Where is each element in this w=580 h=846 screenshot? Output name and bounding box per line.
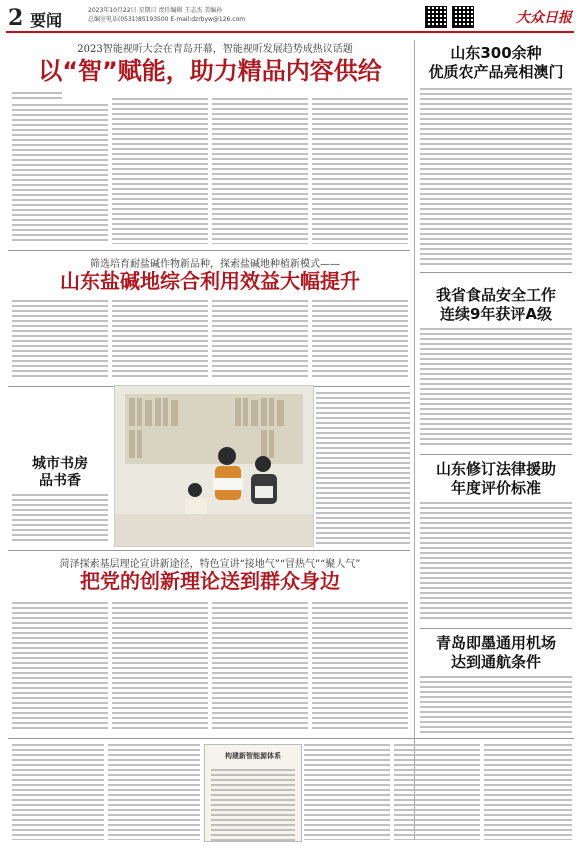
qr-code-icon: [425, 6, 447, 28]
photo-side-body: [316, 392, 410, 544]
section-rule: [420, 272, 572, 273]
header-meta: [88, 6, 245, 24]
section-title: 要闻: [30, 11, 63, 30]
bottom-body-col1: [12, 744, 104, 840]
right-low-body: [420, 676, 572, 734]
library-photo: [114, 385, 314, 547]
lead-headline: 以“智”赋能，助力精品内容供给: [38, 57, 382, 85]
bottom-body-col5: [484, 744, 572, 840]
page-number: 2: [8, 5, 24, 31]
second-kicker: 筛选培育耐盐碱作物新品种，探索盐碱地种植新模式——: [90, 259, 340, 270]
section-rule: [420, 628, 572, 629]
second-body-col3: [212, 300, 308, 380]
right-mid2-headline: 山东修订法律援助 年度评价标准: [435, 460, 556, 497]
second-body-col2: [112, 300, 208, 380]
photo-caption-body: [12, 494, 108, 544]
bottom-box-title: 构建新智能源体系: [225, 751, 281, 760]
third-body-col3: [212, 602, 308, 732]
third-body-col1: [12, 602, 108, 732]
bottom-feature-box: [204, 744, 302, 842]
newspaper-logo: 大众日报: [516, 10, 572, 26]
bottom-body-col4: [394, 744, 480, 840]
header-rule: [6, 31, 574, 33]
column-divider: [414, 40, 415, 840]
photo-illustration: [115, 386, 313, 546]
third-body-col2: [112, 602, 208, 732]
bottom-rule: [8, 738, 574, 739]
lead-kicker: 2023智能视听大会在青岛开幕，智能视听发展趋势成热议话题: [77, 44, 353, 55]
section-rule: [8, 550, 410, 551]
right-top-headline: 山东300余种 优质农产品亮相澳门: [428, 44, 564, 81]
third-kicker: 菏泽探索基层理论宣讲新途径，特色宣讲“接地气”“冒热气”“聚人气”: [59, 559, 361, 570]
second-body-col4: [312, 300, 408, 380]
right-mid2-body: [420, 502, 572, 622]
second-headline: 山东盐碱地综合利用效益大幅提升: [60, 269, 360, 293]
third-headline: 把党的创新理论送到群众身边: [80, 569, 340, 593]
lead-body-col2: [112, 98, 208, 244]
section-rule: [8, 250, 410, 251]
right-low-headline: 青岛即墨通用机场 达到通航条件: [435, 634, 556, 671]
lead-byline: [12, 92, 72, 102]
lead-body-col1: [12, 104, 108, 244]
bottom-body-col3: [304, 744, 390, 840]
right-mid-headline: 我省食品安全工作 连续9年获评A级: [435, 286, 556, 323]
right-mid-body: [420, 328, 572, 448]
second-body-col1: [12, 300, 108, 380]
lead-body-col3: [212, 98, 308, 244]
bottom-box-body: [211, 769, 295, 841]
header-meta-line1: 2023年10月22日 星期日 责任编辑 王志杰 美编孙: [88, 7, 223, 14]
right-top-body: [420, 88, 572, 268]
third-body-col4: [312, 602, 408, 732]
bottom-body-col2: [108, 744, 200, 840]
section-rule: [420, 454, 572, 455]
header-meta-line2: 总编室电话(0531)85193500 E-mail:dzrbyw@126.com: [88, 16, 246, 23]
photo-feature-title: 城市书房 品书香: [32, 456, 88, 489]
lead-body-col4: [312, 98, 408, 244]
qr-code-icon: [452, 6, 474, 28]
